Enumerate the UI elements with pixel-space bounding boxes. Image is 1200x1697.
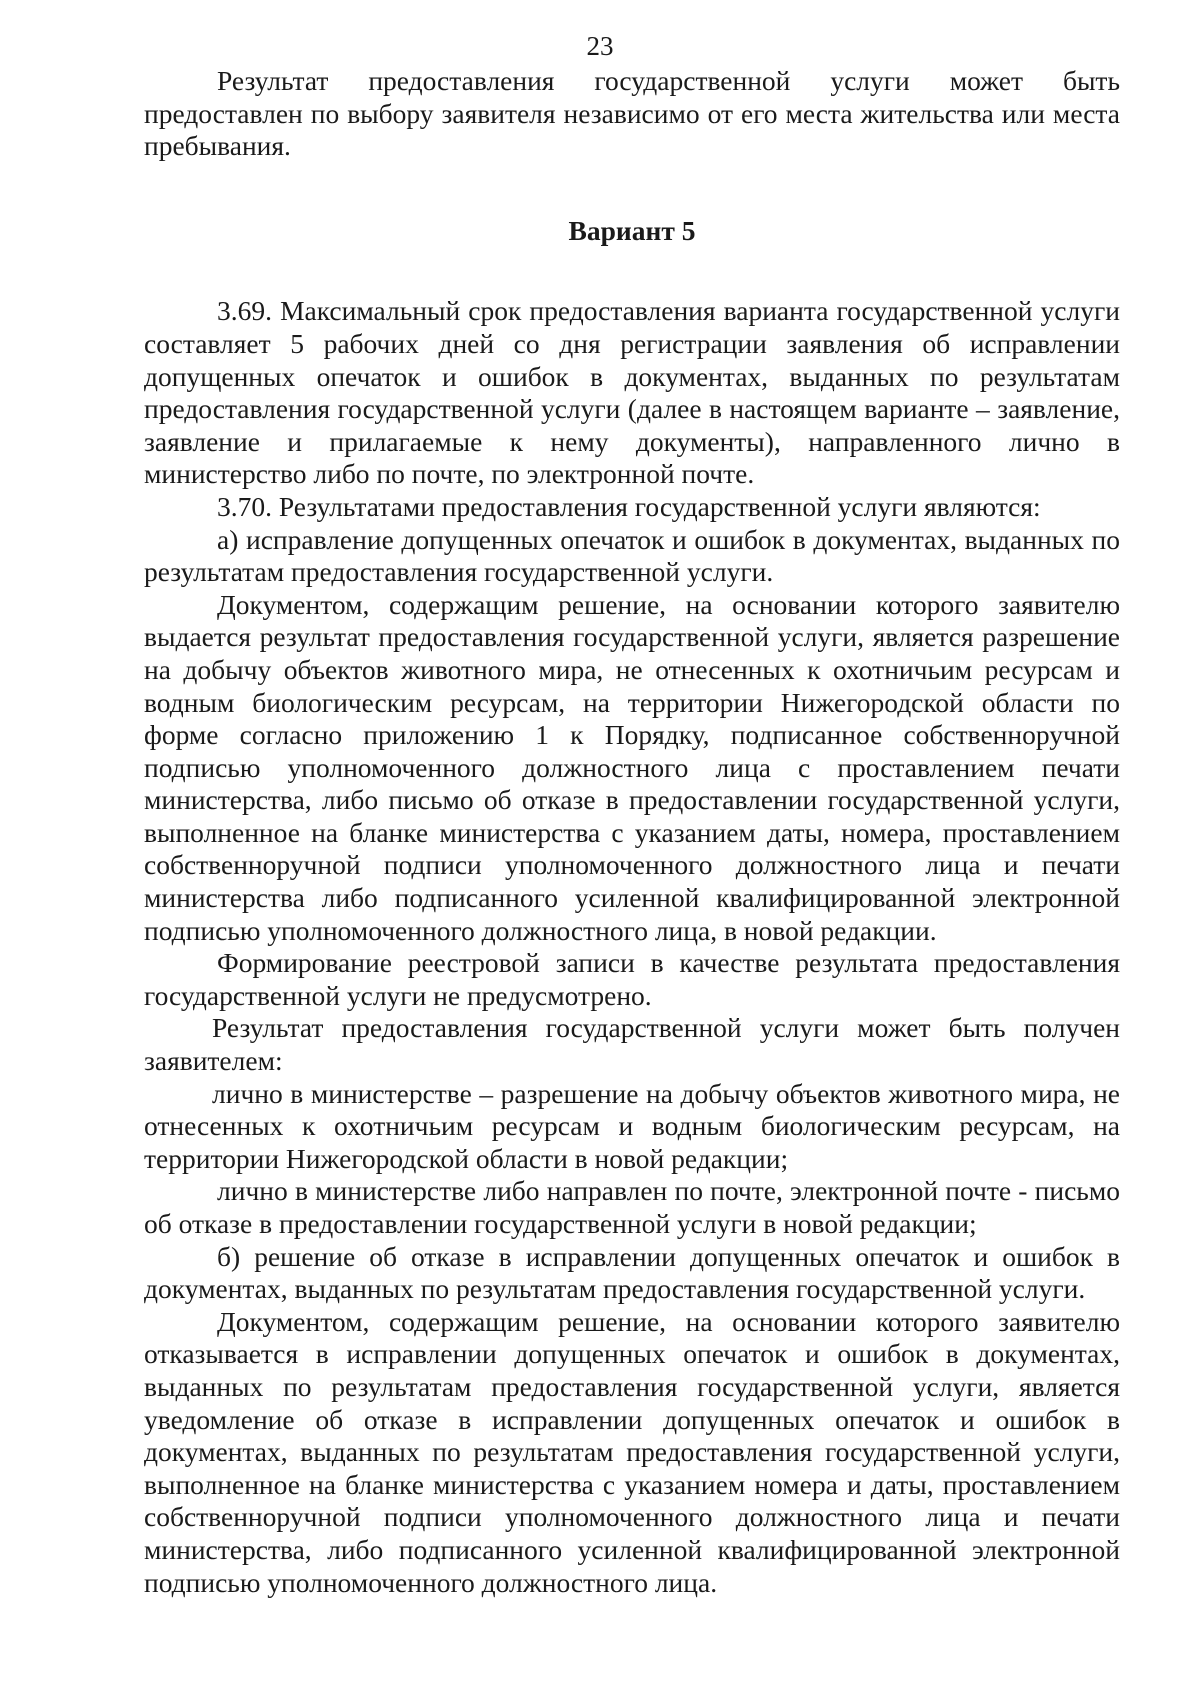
paragraph-item-b: б) решение об отказе в исправлении допущенных опечаток и ошибок в документах, выданных по результатам предоставления государственной услуги.: [144, 1240, 1120, 1305]
paragraph-registry-record: Формирование реестровой записи в качестве результата предоставления государственной услуги не предусмотрено.: [144, 947, 1120, 1011]
spacer: [144, 247, 1120, 295]
section-heading: Вариант 5: [568, 214, 696, 246]
paragraph-3-69: 3.69. Максимальный срок предоставления варианта государственной услуги составляет 5 рабочих дней со дня регистрации заявления об исправлении допущенных опечаток и ошибок в документах, выданных по результатам предоставления государственной услуги (далее в настоящем варианте – заявление, заявление и прилагаемые к нему документы), направленного лично в министерство либо по почте, по электронной почте.: [144, 295, 1120, 490]
document-body: [144, 65, 1120, 1599]
paragraph-in-person-permit: лично в министерстве – разрешение на добычу объектов животного мира, не отнесенных к охотничьим ресурсам и водным биологическим ресурсам, на территории Нижегородской области в новой редакции;: [144, 1077, 1120, 1174]
spacer: [144, 163, 1120, 215]
page-number: 23: [586, 31, 614, 61]
intro-paragraph: Результат предоставления государственной услуги может быть предоставлен по выбору заявителя независимо от его места жительства или места пребывания.: [144, 65, 1120, 162]
paragraph-result-received: Результат предоставления государственной услуги может быть получен заявителем:: [144, 1012, 1120, 1077]
paragraph-document-refused: Документом, содержащим решение, на основании которого заявителю отказывается в исправлении допущенных опечаток и ошибок в документах, выданных по результатам предоставления государственной услуги, является уведомление об отказе в исправлении допущенных опечаток и ошибок в документах, выданных по результатам предоставления государственной услуги, выполненное на бланке министерства с указанием номера и даты, проставлением собственноручной подписи уполномоченного должностного лица и печати министерства, либо подписанного усиленной квалифицированной электронной подписью уполномоченного должностного лица.: [144, 1305, 1120, 1598]
paragraph-3-70: 3.70. Результатами предоставления государственной услуги являются:: [217, 490, 1041, 522]
paragraph-in-person-refusal: лично в министерстве либо направлен по почте, электронной почте - письмо об отказе в предоставлении государственной услуги в новой редакции;: [144, 1175, 1120, 1239]
paragraph-document-issued: Документом, содержащим решение, на основании которого заявителю выдается результат предоставления государственной услуги, является разрешение на добычу объектов животного мира, не отнесенных к охотничьим ресурсам и водным биологическим ресурсам, на территории Нижегородской области по форме согласно приложению 1 к Порядку, подписанное собственноручной подписью уполномоченного должностного лица с проставлением печати министерства, либо письмо об отказе в предоставлении государственной услуги, выполненное на бланке министерства с указанием даты, номера, проставлением собственноручной подписи уполномоченного должностного лица и печати министерства либо подписанного усиленной квалифицированной электронной подписью уполномоченного должностного лица, в новой редакции.: [144, 588, 1120, 946]
paragraph-item-a: а) исправление допущенных опечаток и ошибок в документах, выданных по результатам предоставления государственной услуги.: [144, 523, 1120, 588]
